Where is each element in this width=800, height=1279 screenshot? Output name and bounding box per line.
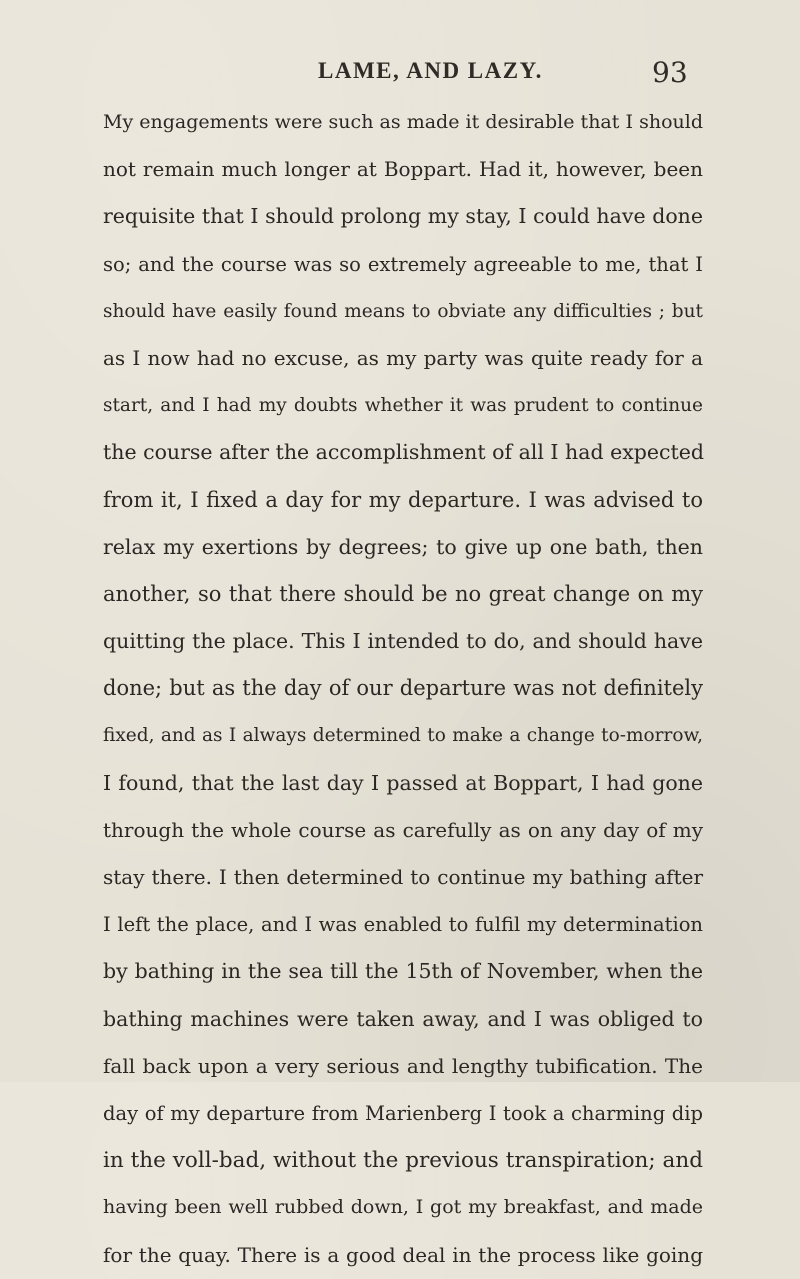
text-line: should have easily found means to obviate any difficulties ; but xyxy=(103,300,703,322)
text-line: fall back upon a very serious and lengthy tubification. The xyxy=(103,1053,703,1078)
text-line: quitting the place. This I intended to do, and should have xyxy=(103,629,703,654)
text-line: I found, that the last day I passed at Boppart, I had gone xyxy=(103,770,703,795)
text-line: I left the place, and I was enabled to fulfil my determination xyxy=(103,913,703,937)
text-line: day of my departure from Marienberg I took a charming dip xyxy=(103,1101,703,1125)
text-line: so; and the course was so extremely agreeable to me, that I xyxy=(103,252,703,276)
text-line: the course after the accomplishment of all I had expected xyxy=(103,440,705,465)
text-line: relax my exertions by degrees; to give up one bath, then xyxy=(103,534,703,559)
text-line: start, and I had my doubts whether it was prudent to continue xyxy=(103,395,703,417)
text-line: not remain much longer at Boppart. Had it, however, been xyxy=(103,157,703,182)
running-head xyxy=(0,58,800,94)
text-line: requisite that I should prolong my stay, I could have done xyxy=(103,204,703,229)
text-line: done; but as the day of our departure was not definitely xyxy=(103,676,703,701)
page-number: 93 xyxy=(652,56,688,89)
text-line: bathing machines were taken away, and I was obliged to xyxy=(103,1006,703,1031)
text-line: from it, I fixed a day for my departure. I was advised to xyxy=(103,487,703,512)
text-line: as I now had no excuse, as my party was quite ready for a xyxy=(103,345,703,370)
text-line: having been well rubbed down, I got my breakfast, and made xyxy=(103,1196,703,1219)
text-line: through the whole course as carefully as on any day of my xyxy=(103,817,703,842)
text-line: fixed, and as I always determined to make a change to-morrow, xyxy=(103,725,703,747)
text-line: by bathing in the sea till the 15th of November, when the xyxy=(103,959,703,984)
text-line: for the quay. There is a good deal in the process like going xyxy=(103,1242,703,1267)
text-line: stay there. I then determined to continue my bathing after xyxy=(103,865,703,889)
text-line: in the voll-bad, without the previous transpiration; and xyxy=(103,1148,703,1174)
text-line: another, so that there should be no great change on my xyxy=(103,581,703,606)
body-text xyxy=(103,99,703,1279)
running-title: LAME, AND LAZY. xyxy=(318,58,543,83)
text-line: My engagements were such as made it desirable that I should xyxy=(103,111,703,133)
